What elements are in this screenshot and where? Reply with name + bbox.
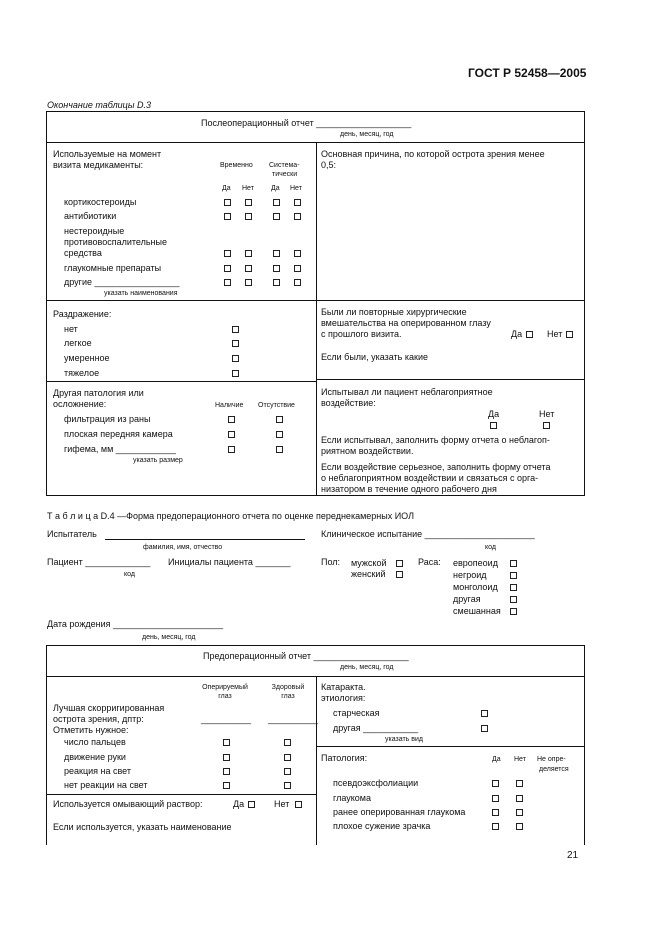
meds-title-1: Используемые на момент [53, 149, 162, 159]
divider [316, 379, 585, 380]
checkbox[interactable] [245, 279, 252, 286]
checkbox[interactable] [224, 250, 231, 257]
col-systematic-1: Система- [269, 162, 300, 169]
checkbox[interactable] [566, 331, 573, 338]
code-hint: код [485, 544, 496, 551]
checkbox[interactable] [526, 331, 533, 338]
adverse-1: Испытывал ли пациент неблагоприятное [321, 387, 493, 397]
pathology-item: плохое сужение зрачка [333, 821, 431, 831]
yes-label: Да [488, 409, 500, 419]
pathology-title: Патология: [321, 753, 368, 763]
date-hint: день, месяц, год [340, 664, 394, 671]
adverse-2: воздействие: [321, 398, 376, 408]
checkbox[interactable] [510, 572, 517, 579]
race-item: европеоид [453, 558, 498, 568]
irritation-title: Раздражение: [53, 309, 112, 319]
checkbox[interactable] [273, 250, 280, 257]
race-item: другая [453, 594, 481, 604]
checkbox[interactable] [245, 213, 252, 220]
checkbox[interactable] [276, 416, 283, 423]
no-label: Нет [290, 185, 302, 192]
yes-label: Да [222, 185, 231, 192]
wash-question: Используется омывающий раствор: [53, 799, 203, 809]
checkbox[interactable] [294, 199, 301, 206]
checkbox[interactable] [510, 560, 517, 567]
checkbox[interactable] [245, 199, 252, 206]
pathology-title-2: осложнение: [53, 399, 107, 409]
race-label: Раса: [418, 557, 441, 567]
birth-date: Дата рождения ______________________ [47, 619, 224, 629]
irritation-item: легкое [64, 338, 92, 348]
checkbox[interactable] [273, 213, 280, 220]
checkbox[interactable] [276, 446, 283, 453]
checkbox[interactable] [516, 809, 523, 816]
acuity-1: Лучшая скорригированная [53, 703, 165, 713]
checkbox[interactable] [228, 416, 235, 423]
acuity-item: реакция на свет [64, 766, 131, 776]
pathology-item: псевдоэксфолиации [333, 778, 419, 788]
adverse-serious-1: Если воздействие серьезное, заполнить форму отчета [321, 462, 551, 472]
checkbox[interactable] [543, 422, 550, 429]
pathology-item: фильтрация из раны [64, 414, 151, 424]
preop-report-title: Предоперационный отчет ___________________ [203, 651, 409, 661]
checkbox[interactable] [224, 199, 231, 206]
repeat-surgery-which: Если были, указать какие [321, 352, 428, 362]
no-label: Нет [547, 329, 563, 339]
checkbox[interactable] [228, 431, 235, 438]
checkbox[interactable] [510, 584, 517, 591]
yes-label: Да [511, 329, 523, 339]
acuity-item: движение руки [64, 752, 126, 762]
cataract-other: другая ___________ [333, 723, 419, 733]
checkbox[interactable] [294, 265, 301, 272]
patient-label: Пациент _____________ [47, 557, 151, 567]
sex-label: Пол: [321, 557, 341, 567]
adverse-fill-2: риятном воздействии. [321, 446, 414, 456]
divider [46, 794, 316, 795]
checkbox[interactable] [294, 213, 301, 220]
checkbox[interactable] [273, 199, 280, 206]
no-label: Нет [539, 409, 555, 419]
checkbox[interactable] [224, 213, 231, 220]
checkbox[interactable] [510, 608, 517, 615]
checkbox[interactable] [396, 571, 403, 578]
med-item: нестероидные [64, 226, 125, 236]
type-hint: указать вид [385, 736, 423, 743]
checkbox[interactable] [294, 250, 301, 257]
cataract-senile: старческая [333, 708, 380, 718]
cataract-1: Катаракта. [321, 682, 366, 692]
other-hint: указать наименования [104, 290, 178, 297]
col-present: Наличие [215, 402, 244, 409]
checkbox[interactable] [516, 795, 523, 802]
mark-needed: Отметить нужное: [53, 725, 129, 735]
checkbox[interactable] [223, 768, 230, 775]
med-other: другие _________________ [64, 277, 180, 287]
table-d3-caption: Окончание таблицы D.3 [47, 100, 151, 110]
checkbox[interactable] [284, 754, 291, 761]
checkbox[interactable] [492, 823, 499, 830]
divider [316, 142, 317, 496]
clinical-trial: Клиническое испытание ______________________ [321, 529, 535, 539]
checkbox[interactable] [224, 265, 231, 272]
med-item: антибиотики [64, 211, 117, 221]
checkbox[interactable] [276, 431, 283, 438]
patient-initials: Инициалы пациента _______ [168, 557, 291, 567]
divider [46, 381, 316, 382]
checkbox[interactable] [223, 739, 230, 746]
code-hint: код [124, 571, 135, 578]
main-reason-1: Основная причина, по которой острота зрения менее [321, 149, 545, 159]
acuity-item: нет реакции на свет [64, 780, 148, 790]
no-label: Нет [274, 799, 290, 809]
acuity-operated-field[interactable]: __________ [201, 714, 252, 724]
checkbox[interactable] [481, 725, 488, 732]
divider [316, 300, 585, 301]
race-item: негроид [453, 570, 487, 580]
checkbox[interactable] [245, 265, 252, 272]
checkbox[interactable] [396, 560, 403, 567]
checkbox[interactable] [294, 279, 301, 286]
wash-name: Если используется, указать наименование [53, 822, 232, 832]
col-operated-eye-2: глаз [218, 693, 232, 700]
checkbox[interactable] [228, 446, 235, 453]
checkbox[interactable] [295, 801, 302, 808]
no-label: Нет [514, 756, 526, 763]
race-item: монголоид [453, 582, 498, 592]
yes-label: Да [271, 185, 280, 192]
checkbox[interactable] [284, 739, 291, 746]
investigator-hint: фамилия, имя, отчество [143, 544, 223, 551]
checkbox[interactable] [245, 250, 252, 257]
page-number: 21 [567, 850, 579, 861]
checkbox[interactable] [223, 754, 230, 761]
standard-number: ГОСТ Р 52458—2005 [468, 66, 587, 80]
checkbox[interactable] [232, 355, 239, 362]
investigator-field[interactable] [105, 539, 305, 540]
irritation-item: нет [64, 324, 78, 334]
med-item: средства [64, 248, 102, 258]
med-item: глаукомные препараты [64, 263, 162, 273]
pathology-item: ранее оперированная глаукома [333, 807, 466, 817]
checkbox[interactable] [284, 768, 291, 775]
adverse-serious-2: о неблагоприятном воздействии и связаться с орга- [321, 473, 539, 483]
divider [46, 300, 316, 301]
pathology-item: гифема, мм ____________ [64, 444, 176, 454]
col-temporary: Временно [220, 162, 253, 169]
acuity-healthy-field[interactable]: __________ [268, 714, 319, 724]
checkbox[interactable] [273, 265, 280, 272]
checkbox[interactable] [492, 780, 499, 787]
cataract-2: этиология: [321, 693, 366, 703]
checkbox[interactable] [481, 710, 488, 717]
col-operated-eye-1: Оперируемый [202, 684, 248, 691]
divider [316, 676, 317, 845]
checkbox[interactable] [492, 809, 499, 816]
date-hint: день, месяц, год [340, 131, 394, 138]
checkbox[interactable] [273, 279, 280, 286]
postop-report-title: Послеоперационный отчет ___________________ [201, 118, 412, 128]
checkbox[interactable] [224, 279, 231, 286]
repeat-surgery-2: вмешательства на оперированном глазу [321, 318, 491, 328]
med-item: кортикостероиды [64, 197, 137, 207]
yes-label: Да [233, 799, 245, 809]
col-healthy-eye-1: Здоровый [271, 684, 305, 691]
divider [316, 746, 585, 747]
checkbox[interactable] [232, 326, 239, 333]
adverse-serious-3: низатором в течение одного рабочего дня [321, 484, 497, 494]
med-item: противовоспалительные [64, 237, 167, 247]
no-label: Нет [242, 185, 254, 192]
adverse-fill-1: Если испытывал, заполнить форму отчета о неблагоп- [321, 435, 550, 445]
checkbox[interactable] [516, 780, 523, 787]
checkbox[interactable] [248, 801, 255, 808]
checkbox[interactable] [516, 823, 523, 830]
meds-title-2: визита медикаменты: [53, 160, 144, 170]
table-d4-caption: Т а б л и ц а D.4 —Форма предоперационного отчета по оценке переднекамерных ИОЛ [47, 511, 414, 521]
col-undetermined-1: Не опре- [537, 756, 566, 763]
pathology-title-1: Другая патология или [53, 388, 144, 398]
checkbox[interactable] [223, 782, 230, 789]
race-item: смешанная [453, 606, 501, 616]
checkbox[interactable] [490, 422, 497, 429]
pathology-item: глаукома [333, 793, 371, 803]
sex-female: женский [351, 569, 386, 579]
size-hint: указать размер [133, 457, 183, 464]
repeat-surgery-3: с прошлого визита. [321, 329, 402, 339]
repeat-surgery-1: Были ли повторные хирургические [321, 307, 467, 317]
birth-date-hint: день, месяц, год [142, 634, 196, 641]
irritation-item: тяжелое [64, 368, 100, 378]
sex-male: мужской [351, 558, 387, 568]
irritation-item: умеренное [64, 353, 110, 363]
checkbox[interactable] [492, 795, 499, 802]
col-systematic-2: тически [272, 171, 298, 178]
checkbox[interactable] [232, 340, 239, 347]
pathology-item: плоская передняя камера [64, 429, 173, 439]
acuity-item: число пальцев [64, 737, 126, 747]
main-reason-2: 0,5: [321, 160, 337, 170]
checkbox[interactable] [284, 782, 291, 789]
investigator-label: Испытатель [47, 529, 97, 539]
col-absent: Отсутствие [258, 402, 295, 409]
yes-label: Да [492, 756, 501, 763]
acuity-2: острота зрения, дптр: [53, 714, 144, 724]
checkbox[interactable] [232, 370, 239, 377]
col-healthy-eye-2: глаз [281, 693, 295, 700]
checkbox[interactable] [510, 596, 517, 603]
col-undetermined-2: деляется [539, 766, 569, 773]
